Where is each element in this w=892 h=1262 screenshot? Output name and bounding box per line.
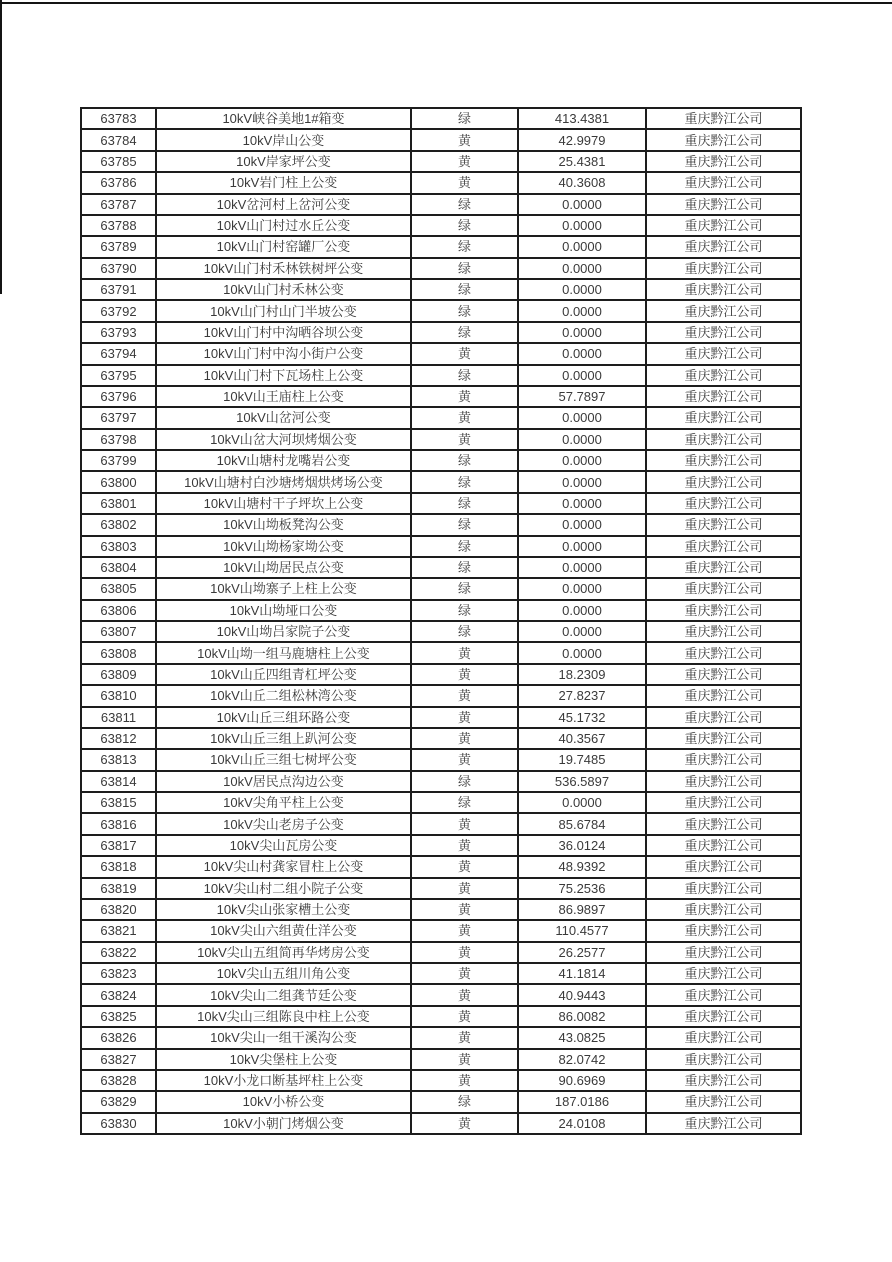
table-row bbox=[81, 920, 801, 941]
company-cell: 重庆黔江公司 bbox=[646, 172, 801, 193]
value-cell: 90.6969 bbox=[518, 1070, 646, 1091]
value-cell: 40.9443 bbox=[518, 984, 646, 1005]
table-row bbox=[81, 365, 801, 386]
company-cell: 重庆黔江公司 bbox=[646, 514, 801, 535]
row-id-cell: 63806 bbox=[81, 600, 156, 621]
table-row bbox=[81, 771, 801, 792]
value-cell: 0.0000 bbox=[518, 642, 646, 663]
company-cell: 重庆黔江公司 bbox=[646, 642, 801, 663]
transformer-name-cell: 10kV尖山村龚家冒柱上公变 bbox=[156, 856, 411, 877]
row-id-cell: 63821 bbox=[81, 920, 156, 941]
status-cell: 绿 bbox=[411, 621, 518, 642]
table-row bbox=[81, 300, 801, 321]
table-row bbox=[81, 835, 801, 856]
status-cell: 黄 bbox=[411, 642, 518, 663]
company-cell: 重庆黔江公司 bbox=[646, 621, 801, 642]
status-cell: 绿 bbox=[411, 578, 518, 599]
company-cell: 重庆黔江公司 bbox=[646, 343, 801, 364]
value-cell: 40.3608 bbox=[518, 172, 646, 193]
company-cell: 重庆黔江公司 bbox=[646, 129, 801, 150]
value-cell: 0.0000 bbox=[518, 407, 646, 428]
row-id-cell: 63815 bbox=[81, 792, 156, 813]
transformer-name-cell: 10kV小桥公变 bbox=[156, 1091, 411, 1112]
value-cell: 25.4381 bbox=[518, 151, 646, 172]
table-row bbox=[81, 215, 801, 236]
value-cell: 0.0000 bbox=[518, 343, 646, 364]
row-id-cell: 63825 bbox=[81, 1006, 156, 1027]
status-cell: 绿 bbox=[411, 557, 518, 578]
table-row bbox=[81, 642, 801, 663]
status-cell: 黄 bbox=[411, 386, 518, 407]
status-cell: 绿 bbox=[411, 792, 518, 813]
transformer-name-cell: 10kV尖山二组龚节廷公变 bbox=[156, 984, 411, 1005]
company-cell: 重庆黔江公司 bbox=[646, 984, 801, 1005]
transformer-name-cell: 10kV岔河村上岔河公变 bbox=[156, 194, 411, 215]
value-cell: 57.7897 bbox=[518, 386, 646, 407]
transformer-name-cell: 10kV小朝门烤烟公变 bbox=[156, 1113, 411, 1134]
status-cell: 黄 bbox=[411, 878, 518, 899]
transformer-name-cell: 10kV山坳居民点公变 bbox=[156, 557, 411, 578]
status-cell: 绿 bbox=[411, 215, 518, 236]
value-cell: 0.0000 bbox=[518, 279, 646, 300]
transformer-name-cell: 10kV尖山五组简再华烤房公变 bbox=[156, 942, 411, 963]
value-cell: 0.0000 bbox=[518, 578, 646, 599]
value-cell: 45.1732 bbox=[518, 707, 646, 728]
table-row bbox=[81, 536, 801, 557]
company-cell: 重庆黔江公司 bbox=[646, 1091, 801, 1112]
status-cell: 黄 bbox=[411, 1049, 518, 1070]
company-cell: 重庆黔江公司 bbox=[646, 920, 801, 941]
value-cell: 86.0082 bbox=[518, 1006, 646, 1027]
row-id-cell: 63788 bbox=[81, 215, 156, 236]
value-cell: 36.0124 bbox=[518, 835, 646, 856]
table-row bbox=[81, 236, 801, 257]
row-id-cell: 63805 bbox=[81, 578, 156, 599]
status-cell: 黄 bbox=[411, 920, 518, 941]
company-cell: 重庆黔江公司 bbox=[646, 279, 801, 300]
transformer-name-cell: 10kV山门村禾林铁树坪公变 bbox=[156, 258, 411, 279]
transformer-name-cell: 10kV居民点沟边公变 bbox=[156, 771, 411, 792]
company-cell: 重庆黔江公司 bbox=[646, 450, 801, 471]
row-id-cell: 63820 bbox=[81, 899, 156, 920]
row-id-cell: 63816 bbox=[81, 813, 156, 834]
company-cell: 重庆黔江公司 bbox=[646, 300, 801, 321]
status-cell: 黄 bbox=[411, 1006, 518, 1027]
table-row bbox=[81, 1070, 801, 1091]
row-id-cell: 63811 bbox=[81, 707, 156, 728]
value-cell: 0.0000 bbox=[518, 236, 646, 257]
status-cell: 黄 bbox=[411, 1113, 518, 1134]
transformer-name-cell: 10kV山岔河公变 bbox=[156, 407, 411, 428]
status-cell: 绿 bbox=[411, 514, 518, 535]
row-id-cell: 63783 bbox=[81, 108, 156, 129]
company-cell: 重庆黔江公司 bbox=[646, 386, 801, 407]
status-cell: 黄 bbox=[411, 856, 518, 877]
transformer-name-cell: 10kV小龙口断基坪柱上公变 bbox=[156, 1070, 411, 1091]
value-cell: 41.1814 bbox=[518, 963, 646, 984]
company-cell: 重庆黔江公司 bbox=[646, 108, 801, 129]
row-id-cell: 63803 bbox=[81, 536, 156, 557]
row-id-cell: 63823 bbox=[81, 963, 156, 984]
table-row bbox=[81, 792, 801, 813]
row-id-cell: 63796 bbox=[81, 386, 156, 407]
value-cell: 0.0000 bbox=[518, 514, 646, 535]
table-row bbox=[81, 322, 801, 343]
company-cell: 重庆黔江公司 bbox=[646, 1049, 801, 1070]
transformer-name-cell: 10kV尖山村二组小院子公变 bbox=[156, 878, 411, 899]
row-id-cell: 63828 bbox=[81, 1070, 156, 1091]
status-cell: 绿 bbox=[411, 322, 518, 343]
row-id-cell: 63801 bbox=[81, 493, 156, 514]
status-cell: 黄 bbox=[411, 407, 518, 428]
status-cell: 黄 bbox=[411, 664, 518, 685]
status-cell: 黄 bbox=[411, 172, 518, 193]
value-cell: 27.8237 bbox=[518, 685, 646, 706]
row-id-cell: 63826 bbox=[81, 1027, 156, 1048]
value-cell: 0.0000 bbox=[518, 300, 646, 321]
value-cell: 86.9897 bbox=[518, 899, 646, 920]
transformer-name-cell: 10kV峡谷美地1#箱变 bbox=[156, 108, 411, 129]
transformer-name-cell: 10kV尖山一组干溪沟公变 bbox=[156, 1027, 411, 1048]
status-cell: 绿 bbox=[411, 194, 518, 215]
status-cell: 绿 bbox=[411, 108, 518, 129]
row-id-cell: 63798 bbox=[81, 429, 156, 450]
table-row bbox=[81, 749, 801, 770]
table-row bbox=[81, 1006, 801, 1027]
table-row bbox=[81, 878, 801, 899]
value-cell: 0.0000 bbox=[518, 365, 646, 386]
table-row bbox=[81, 728, 801, 749]
value-cell: 0.0000 bbox=[518, 536, 646, 557]
status-cell: 黄 bbox=[411, 1027, 518, 1048]
status-cell: 绿 bbox=[411, 365, 518, 386]
transformer-name-cell: 10kV尖角平柱上公变 bbox=[156, 792, 411, 813]
transformer-name-cell: 10kV尖山五组川角公变 bbox=[156, 963, 411, 984]
status-cell: 绿 bbox=[411, 279, 518, 300]
transformer-name-cell: 10kV山塘村白沙塘烤烟烘烤场公变 bbox=[156, 471, 411, 492]
status-cell: 黄 bbox=[411, 942, 518, 963]
table-row bbox=[81, 1113, 801, 1134]
value-cell: 0.0000 bbox=[518, 471, 646, 492]
value-cell: 536.5897 bbox=[518, 771, 646, 792]
row-id-cell: 63792 bbox=[81, 300, 156, 321]
status-cell: 黄 bbox=[411, 749, 518, 770]
row-id-cell: 63830 bbox=[81, 1113, 156, 1134]
transformer-name-cell: 10kV山门村过水丘公变 bbox=[156, 215, 411, 236]
table-row bbox=[81, 984, 801, 1005]
company-cell: 重庆黔江公司 bbox=[646, 664, 801, 685]
value-cell: 0.0000 bbox=[518, 450, 646, 471]
company-cell: 重庆黔江公司 bbox=[646, 835, 801, 856]
row-id-cell: 63814 bbox=[81, 771, 156, 792]
transformer-name-cell: 10kV山丘四组青杠坪公变 bbox=[156, 664, 411, 685]
transformer-name-cell: 10kV山王庙柱上公变 bbox=[156, 386, 411, 407]
transformer-name-cell: 10kV岩门柱上公变 bbox=[156, 172, 411, 193]
table-row bbox=[81, 258, 801, 279]
status-cell: 绿 bbox=[411, 1091, 518, 1112]
row-id-cell: 63790 bbox=[81, 258, 156, 279]
table-row bbox=[81, 386, 801, 407]
company-cell: 重庆黔江公司 bbox=[646, 471, 801, 492]
value-cell: 0.0000 bbox=[518, 493, 646, 514]
company-cell: 重庆黔江公司 bbox=[646, 899, 801, 920]
value-cell: 75.2536 bbox=[518, 878, 646, 899]
status-cell: 黄 bbox=[411, 835, 518, 856]
transformer-name-cell: 10kV山塘村干子坪坎上公变 bbox=[156, 493, 411, 514]
table-row bbox=[81, 108, 801, 129]
status-cell: 黄 bbox=[411, 343, 518, 364]
row-id-cell: 63793 bbox=[81, 322, 156, 343]
value-cell: 48.9392 bbox=[518, 856, 646, 877]
value-cell: 42.9979 bbox=[518, 129, 646, 150]
status-cell: 黄 bbox=[411, 728, 518, 749]
transformer-name-cell: 10kV岸家坪公变 bbox=[156, 151, 411, 172]
row-id-cell: 63812 bbox=[81, 728, 156, 749]
row-id-cell: 63813 bbox=[81, 749, 156, 770]
value-cell: 0.0000 bbox=[518, 600, 646, 621]
value-cell: 110.4577 bbox=[518, 920, 646, 941]
row-id-cell: 63818 bbox=[81, 856, 156, 877]
value-cell: 82.0742 bbox=[518, 1049, 646, 1070]
company-cell: 重庆黔江公司 bbox=[646, 236, 801, 257]
transformer-name-cell: 10kV尖山瓦房公变 bbox=[156, 835, 411, 856]
table-row bbox=[81, 407, 801, 428]
row-id-cell: 63784 bbox=[81, 129, 156, 150]
value-cell: 0.0000 bbox=[518, 429, 646, 450]
table-row bbox=[81, 856, 801, 877]
company-cell: 重庆黔江公司 bbox=[646, 942, 801, 963]
row-id-cell: 63804 bbox=[81, 557, 156, 578]
transformer-name-cell: 10kV山门村窑罐厂公变 bbox=[156, 236, 411, 257]
status-cell: 黄 bbox=[411, 899, 518, 920]
row-id-cell: 63791 bbox=[81, 279, 156, 300]
status-cell: 黄 bbox=[411, 151, 518, 172]
transformer-name-cell: 10kV山门村中沟晒谷坝公变 bbox=[156, 322, 411, 343]
value-cell: 413.4381 bbox=[518, 108, 646, 129]
table-row bbox=[81, 129, 801, 150]
row-id-cell: 63794 bbox=[81, 343, 156, 364]
table-row bbox=[81, 279, 801, 300]
status-cell: 绿 bbox=[411, 300, 518, 321]
company-cell: 重庆黔江公司 bbox=[646, 215, 801, 236]
row-id-cell: 63822 bbox=[81, 942, 156, 963]
company-cell: 重庆黔江公司 bbox=[646, 493, 801, 514]
transformer-name-cell: 10kV尖山张家槽土公变 bbox=[156, 899, 411, 920]
value-cell: 19.7485 bbox=[518, 749, 646, 770]
table-row bbox=[81, 813, 801, 834]
company-cell: 重庆黔江公司 bbox=[646, 1113, 801, 1134]
row-id-cell: 63827 bbox=[81, 1049, 156, 1070]
company-cell: 重庆黔江公司 bbox=[646, 365, 801, 386]
row-id-cell: 63795 bbox=[81, 365, 156, 386]
status-cell: 绿 bbox=[411, 258, 518, 279]
page-left-border bbox=[0, 0, 2, 294]
table-row bbox=[81, 557, 801, 578]
row-id-cell: 63819 bbox=[81, 878, 156, 899]
company-cell: 重庆黔江公司 bbox=[646, 878, 801, 899]
table-row bbox=[81, 600, 801, 621]
transformer-name-cell: 10kV山门村中沟小街户公变 bbox=[156, 343, 411, 364]
transformer-name-cell: 10kV山门村禾林公变 bbox=[156, 279, 411, 300]
transformer-name-cell: 10kV岸山公变 bbox=[156, 129, 411, 150]
transformer-name-cell: 10kV山坳吕家院子公变 bbox=[156, 621, 411, 642]
transformer-name-cell: 10kV山塘村龙嘴岩公变 bbox=[156, 450, 411, 471]
value-cell: 0.0000 bbox=[518, 258, 646, 279]
value-cell: 85.6784 bbox=[518, 813, 646, 834]
status-cell: 黄 bbox=[411, 1070, 518, 1091]
table-body bbox=[81, 108, 801, 1134]
company-cell: 重庆黔江公司 bbox=[646, 1027, 801, 1048]
company-cell: 重庆黔江公司 bbox=[646, 429, 801, 450]
status-cell: 黄 bbox=[411, 813, 518, 834]
value-cell: 43.0825 bbox=[518, 1027, 646, 1048]
row-id-cell: 63808 bbox=[81, 642, 156, 663]
table-row bbox=[81, 578, 801, 599]
row-id-cell: 63824 bbox=[81, 984, 156, 1005]
table-row bbox=[81, 621, 801, 642]
row-id-cell: 63829 bbox=[81, 1091, 156, 1112]
table-row bbox=[81, 450, 801, 471]
table-row bbox=[81, 1091, 801, 1112]
status-cell: 黄 bbox=[411, 429, 518, 450]
company-cell: 重庆黔江公司 bbox=[646, 258, 801, 279]
transformer-name-cell: 10kV山丘三组上趴河公变 bbox=[156, 728, 411, 749]
row-id-cell: 63787 bbox=[81, 194, 156, 215]
status-cell: 黄 bbox=[411, 984, 518, 1005]
table-row bbox=[81, 664, 801, 685]
company-cell: 重庆黔江公司 bbox=[646, 536, 801, 557]
transformer-name-cell: 10kV山门村下瓦场柱上公变 bbox=[156, 365, 411, 386]
status-cell: 绿 bbox=[411, 471, 518, 492]
transformer-name-cell: 10kV山丘三组七树坪公变 bbox=[156, 749, 411, 770]
transformer-name-cell: 10kV山丘三组环路公变 bbox=[156, 707, 411, 728]
table-row bbox=[81, 685, 801, 706]
transformer-name-cell: 10kV山坳杨家坳公变 bbox=[156, 536, 411, 557]
transformer-name-cell: 10kV山坳寨子上柱上公变 bbox=[156, 578, 411, 599]
table-row bbox=[81, 194, 801, 215]
row-id-cell: 63810 bbox=[81, 685, 156, 706]
value-cell: 24.0108 bbox=[518, 1113, 646, 1134]
company-cell: 重庆黔江公司 bbox=[646, 151, 801, 172]
table-row bbox=[81, 1049, 801, 1070]
transformer-name-cell: 10kV尖山三组陈良中柱上公变 bbox=[156, 1006, 411, 1027]
company-cell: 重庆黔江公司 bbox=[646, 557, 801, 578]
transformer-name-cell: 10kV尖山老房子公变 bbox=[156, 813, 411, 834]
company-cell: 重庆黔江公司 bbox=[646, 1070, 801, 1091]
status-cell: 绿 bbox=[411, 236, 518, 257]
company-cell: 重庆黔江公司 bbox=[646, 728, 801, 749]
row-id-cell: 63809 bbox=[81, 664, 156, 685]
row-id-cell: 63807 bbox=[81, 621, 156, 642]
company-cell: 重庆黔江公司 bbox=[646, 194, 801, 215]
value-cell: 0.0000 bbox=[518, 322, 646, 343]
table-row bbox=[81, 493, 801, 514]
transformer-name-cell: 10kV山丘二组松林湾公变 bbox=[156, 685, 411, 706]
page-top-border bbox=[0, 2, 892, 4]
company-cell: 重庆黔江公司 bbox=[646, 707, 801, 728]
table-row bbox=[81, 471, 801, 492]
company-cell: 重庆黔江公司 bbox=[646, 749, 801, 770]
company-cell: 重庆黔江公司 bbox=[646, 771, 801, 792]
row-id-cell: 63785 bbox=[81, 151, 156, 172]
row-id-cell: 63799 bbox=[81, 450, 156, 471]
status-cell: 绿 bbox=[411, 536, 518, 557]
status-cell: 黄 bbox=[411, 129, 518, 150]
transformer-name-cell: 10kV山坳一组马鹿塘柱上公变 bbox=[156, 642, 411, 663]
status-cell: 绿 bbox=[411, 450, 518, 471]
company-cell: 重庆黔江公司 bbox=[646, 792, 801, 813]
table-row bbox=[81, 343, 801, 364]
row-id-cell: 63797 bbox=[81, 407, 156, 428]
value-cell: 0.0000 bbox=[518, 792, 646, 813]
status-cell: 黄 bbox=[411, 685, 518, 706]
company-cell: 重庆黔江公司 bbox=[646, 322, 801, 343]
status-cell: 绿 bbox=[411, 493, 518, 514]
value-cell: 40.3567 bbox=[518, 728, 646, 749]
value-cell: 0.0000 bbox=[518, 215, 646, 236]
value-cell: 187.0186 bbox=[518, 1091, 646, 1112]
company-cell: 重庆黔江公司 bbox=[646, 813, 801, 834]
transformer-name-cell: 10kV尖山六组黄仕洋公变 bbox=[156, 920, 411, 941]
transformer-name-cell: 10kV山坳垭口公变 bbox=[156, 600, 411, 621]
company-cell: 重庆黔江公司 bbox=[646, 1006, 801, 1027]
status-cell: 黄 bbox=[411, 707, 518, 728]
value-cell: 0.0000 bbox=[518, 621, 646, 642]
company-cell: 重庆黔江公司 bbox=[646, 407, 801, 428]
company-cell: 重庆黔江公司 bbox=[646, 856, 801, 877]
table-row bbox=[81, 963, 801, 984]
company-cell: 重庆黔江公司 bbox=[646, 685, 801, 706]
table-row bbox=[81, 151, 801, 172]
status-cell: 黄 bbox=[411, 963, 518, 984]
table-row bbox=[81, 514, 801, 535]
value-cell: 0.0000 bbox=[518, 194, 646, 215]
company-cell: 重庆黔江公司 bbox=[646, 963, 801, 984]
value-cell: 0.0000 bbox=[518, 557, 646, 578]
row-id-cell: 63789 bbox=[81, 236, 156, 257]
table-row bbox=[81, 707, 801, 728]
transformer-name-cell: 10kV山岔大河坝烤烟公变 bbox=[156, 429, 411, 450]
value-cell: 18.2309 bbox=[518, 664, 646, 685]
transformer-name-cell: 10kV山门村山门半坡公变 bbox=[156, 300, 411, 321]
transformer-table bbox=[80, 107, 802, 1135]
row-id-cell: 63800 bbox=[81, 471, 156, 492]
table-row bbox=[81, 172, 801, 193]
table-row bbox=[81, 1027, 801, 1048]
company-cell: 重庆黔江公司 bbox=[646, 600, 801, 621]
status-cell: 绿 bbox=[411, 600, 518, 621]
row-id-cell: 63817 bbox=[81, 835, 156, 856]
transformer-name-cell: 10kV尖堡柱上公变 bbox=[156, 1049, 411, 1070]
row-id-cell: 63786 bbox=[81, 172, 156, 193]
transformer-name-cell: 10kV山坳板凳沟公变 bbox=[156, 514, 411, 535]
status-cell: 绿 bbox=[411, 771, 518, 792]
value-cell: 26.2577 bbox=[518, 942, 646, 963]
table-row bbox=[81, 429, 801, 450]
row-id-cell: 63802 bbox=[81, 514, 156, 535]
company-cell: 重庆黔江公司 bbox=[646, 578, 801, 599]
table-row bbox=[81, 942, 801, 963]
table-row bbox=[81, 899, 801, 920]
